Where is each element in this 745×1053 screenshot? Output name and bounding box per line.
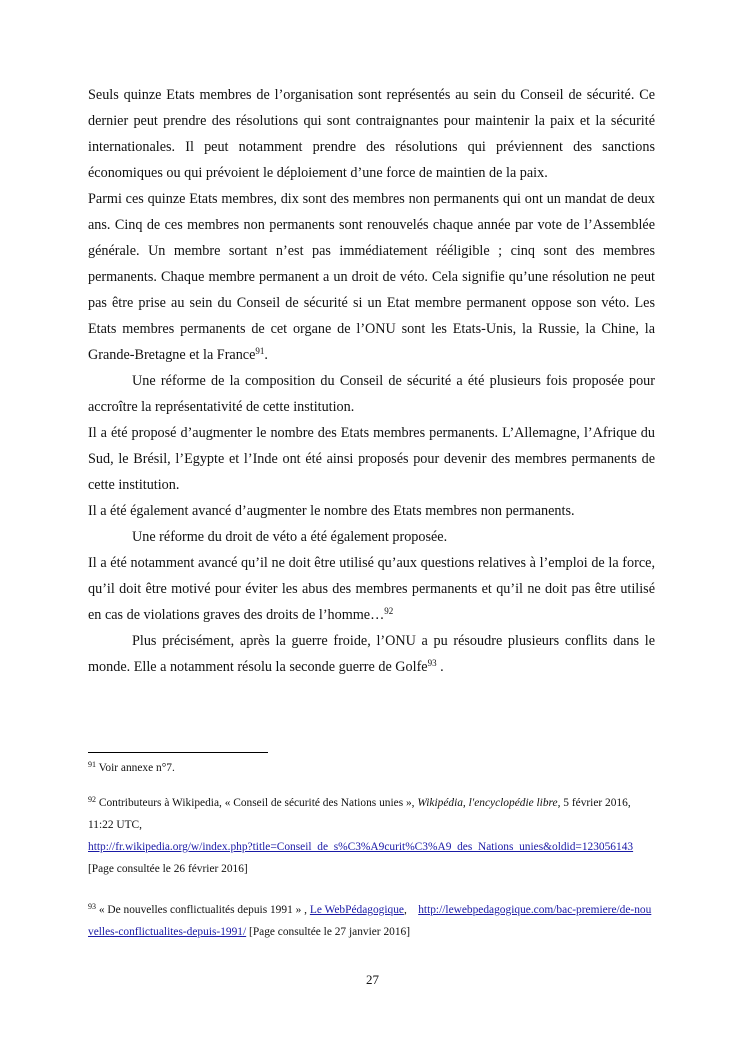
paragraph-veto-details-text: Il a été notamment avancé qu’il ne doit être utilisé qu’aux questions relatives à l’emploi de la force, qu’il doit être motivé pour éviter les abus des membres permanents et qu’il ne doit pas être utilisé en cas de violations graves des droits de l’homme… [88,555,655,623]
footnote-separator [88,752,268,753]
footnote-92-consulted: [Page consultée le 26 février 2016] [88,863,248,875]
footnote-ref-91[interactable]: 91 [255,346,265,356]
footnote-93 [88,899,656,943]
footnote-92-text: Contributeurs à Wikipedia, « Conseil de sécurité des Nations unies », [96,797,418,809]
footnote-93-link[interactable]: http://lewebpedagogique.com/bac-premiere/de-nouvelles-conflictualites-depuis-1991/ [88,904,652,938]
footnote-ref-93[interactable]: 93 [427,658,437,668]
footnote-91 [88,757,656,779]
footnote-93-text: « De nouvelles conflictualités depuis 1991 » , [96,904,310,916]
paragraph-security-council: Seuls quinze Etats membres de l’organisation sont représentés au sein du Conseil de sécurité. Ce dernier peut prendre des résolutions qui sont contraignantes pour maintenir la paix et la sécurité internationales. Il peut notamment prendre des résolutions qui préviennent des sanctions économiques ou qui prévoient le déploiement d’une force de maintien de la paix. [88,87,655,181]
footnote-92-date: 5 février 2016, 11:22 UTC, [88,797,631,831]
paragraph-veto-reform: Une réforme du droit de véto a été également proposée. [132,529,448,545]
paragraph-cold-war [88,628,655,680]
footnote-ref-92[interactable]: 92 [384,606,394,616]
page-number: 27 [366,972,379,987]
footnote-92-italic: Wikipédia, l'encyclopédie libre, [417,797,561,809]
paragraph-non-permanent-proposal: Il a été également avancé d’augmenter le nombre des Etats membres non permanents. [88,503,575,519]
paragraph-permanent-proposal: Il a été proposé d’augmenter le nombre des Etats membres permanents. L’Allemagne, l’Afrique du Sud, le Brésil, l’Egypte et l’Inde ont été ainsi proposés pour devenir des membres permanents de cette institution. [88,425,655,493]
paragraph-reform-composition: Une réforme de la composition du Conseil de sécurité a été plusieurs fois proposée pour accroître la représentativité de cette institution. [88,373,655,415]
footnote-91-text: Voir annexe n°7. [96,762,175,774]
footnote-92-number: 92 [88,795,96,804]
footnote-93-separator: , [403,904,419,916]
footnote-91-number: 91 [88,760,96,769]
footnote-93-site-link[interactable]: Le WebPédagogique [309,904,404,916]
paragraph-cold-war-text: Plus précisément, après la guerre froide, l’ONU a pu résoudre plusieurs conflits dans le monde. Elle a notamment résolu la seconde guerre de Golfe [88,633,655,675]
paragraph-members [88,186,655,368]
footnote-92 [88,792,656,880]
page-body [88,82,655,680]
paragraph-members-end: . [264,347,268,363]
footnote-93-number: 93 [88,902,96,911]
footnote-93-consulted: [Page consultée le 27 janvier 2016] [246,926,411,938]
footnote-92-link[interactable]: http://fr.wikipedia.org/w/index.php?title=Conseil_de_s%C3%A9curit%C3%A9_des_Nations_unies&oldid=123056143 [88,841,634,853]
paragraph-members-text: Parmi ces quinze Etats membres, dix sont des membres non permanents qui ont un mandat de deux ans. Cinq de ces membres non permanents sont renouvelés chaque année par vote de l’Assemblée générale. Un membre sortant n’est pas immédiatement rééligible ; cinq sont des membres permanents. Chaque membre permanent a un droit de véto. Cela signifie qu’une résolution ne peut pas être prise au sein du Conseil de sécurité si un Etat membre permanent oppose son véto. Les Etats membres permanents de cet organe de l’ONU sont les Etats-Unis, la Russie, la Chine, la Grande-Bretagne et la France [88,191,655,363]
paragraph-veto-details [88,550,655,628]
paragraph-cold-war-end: . [436,659,444,675]
